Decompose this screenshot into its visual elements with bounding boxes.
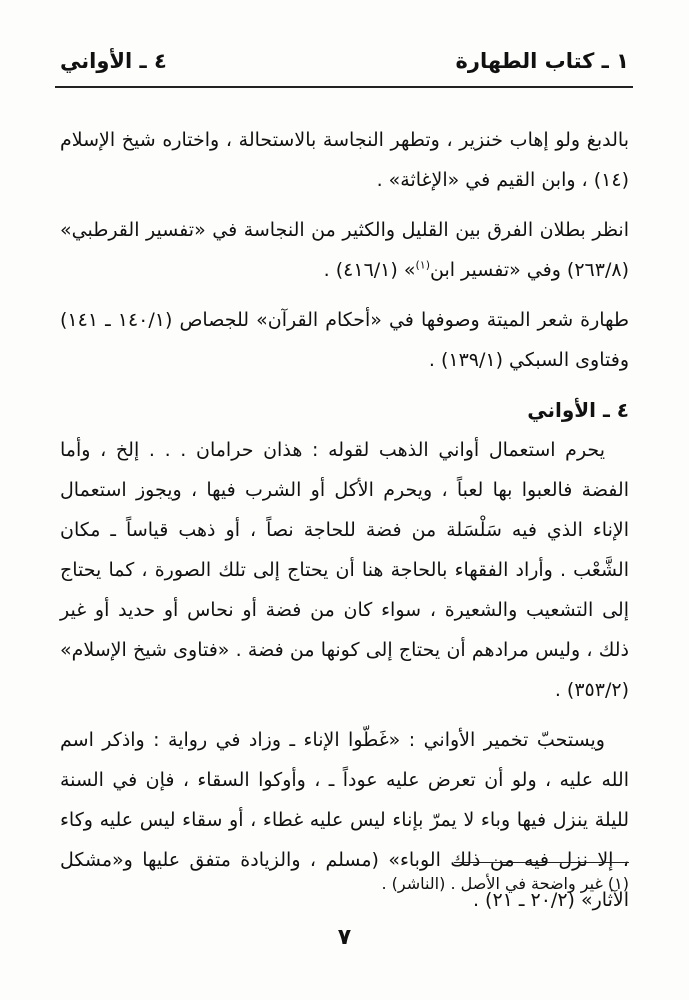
paragraph-2 (60, 210, 629, 290)
paragraph-2-text: انظر بطلان الفرق بين القليل والكثير من النجاسة في «تفسير القرطبي» (٢٦٣/٨) وفي «تفسير ابن (60, 219, 629, 281)
paragraph-2-tail: » (٤١٦/١) . (323, 259, 416, 281)
section-paragraph-1: يحرم استعمال أواني الذهب لقوله : هذان حرامان . . . إلخ ، وأما الفضة فالعبوا بها لعباً ، ويحرم الأكل أو الشرب فيها ، ويجوز استعمال الإناء الذي فيه سَلْسَلة من فضة للحاجة نصاً ، أو ذهب قياساً ـ مكان الشَّعْب . وأراد الفقهاء بالحاجة هنا أن يحتاج إلى تلك الصورة ، كما يحتاج إلى التشعيب والشعيرة ، سواء كان من فضة أو نحاس أو حديد أو غير ذلك ، وليس مرادهم أن يحتاج إلى كونها من فضة . «فتاوى شيخ الإسلام» (٣٥٣/٢) . (60, 439, 629, 701)
section-heading: ٤ ـ الأواني (527, 398, 629, 422)
footnote-divider (454, 862, 629, 863)
running-header (60, 46, 629, 80)
page-number: ٧ (337, 925, 352, 950)
header-chapter-title: ١ ـ كتاب الطهارة (455, 49, 629, 73)
section-paragraph-2: ويستحبّ تخمير الأواني : «غَطّوا الإناء ـ وزاد في رواية : واذكر اسم الله عليه ، ولو أن تعرض عليه عوداً ـ ، وأوكوا السقاء ، فإن في السنة لليلة ينزل فيها وباء لا يمرّ بإناء ليس عليه غطاء ، أو سقاء ليس عليه وكاء ، إلا نزل فيه من ذلك الوباء» (مسلم ، والزيادة متفق عليها و«مشكل الآثار» (٢٠/٢ ـ ٢١) . (60, 729, 629, 911)
footnote: (١) غير واضحة في الأصل . (الناشر) . (381, 874, 629, 893)
paragraph-1: بالدبغ ولو إهاب خنزير ، وتطهر النجاسة بالاستحالة ، واختاره شيخ الإسلام (١٤) ، وابن القيم في «الإغاثة» . (60, 129, 629, 191)
footnote-marker: (١) (415, 258, 430, 272)
header-section-title: ٤ ـ الأواني (60, 49, 167, 73)
main-text (60, 120, 629, 930)
header-divider (55, 86, 633, 88)
paragraph-3: طهارة شعر الميتة وصوفها في «أحكام القرآن» للجصاص (١٤٠/١ ـ ١٤١) وفتاوى السبكي (١٣٩/١) . (60, 309, 629, 371)
